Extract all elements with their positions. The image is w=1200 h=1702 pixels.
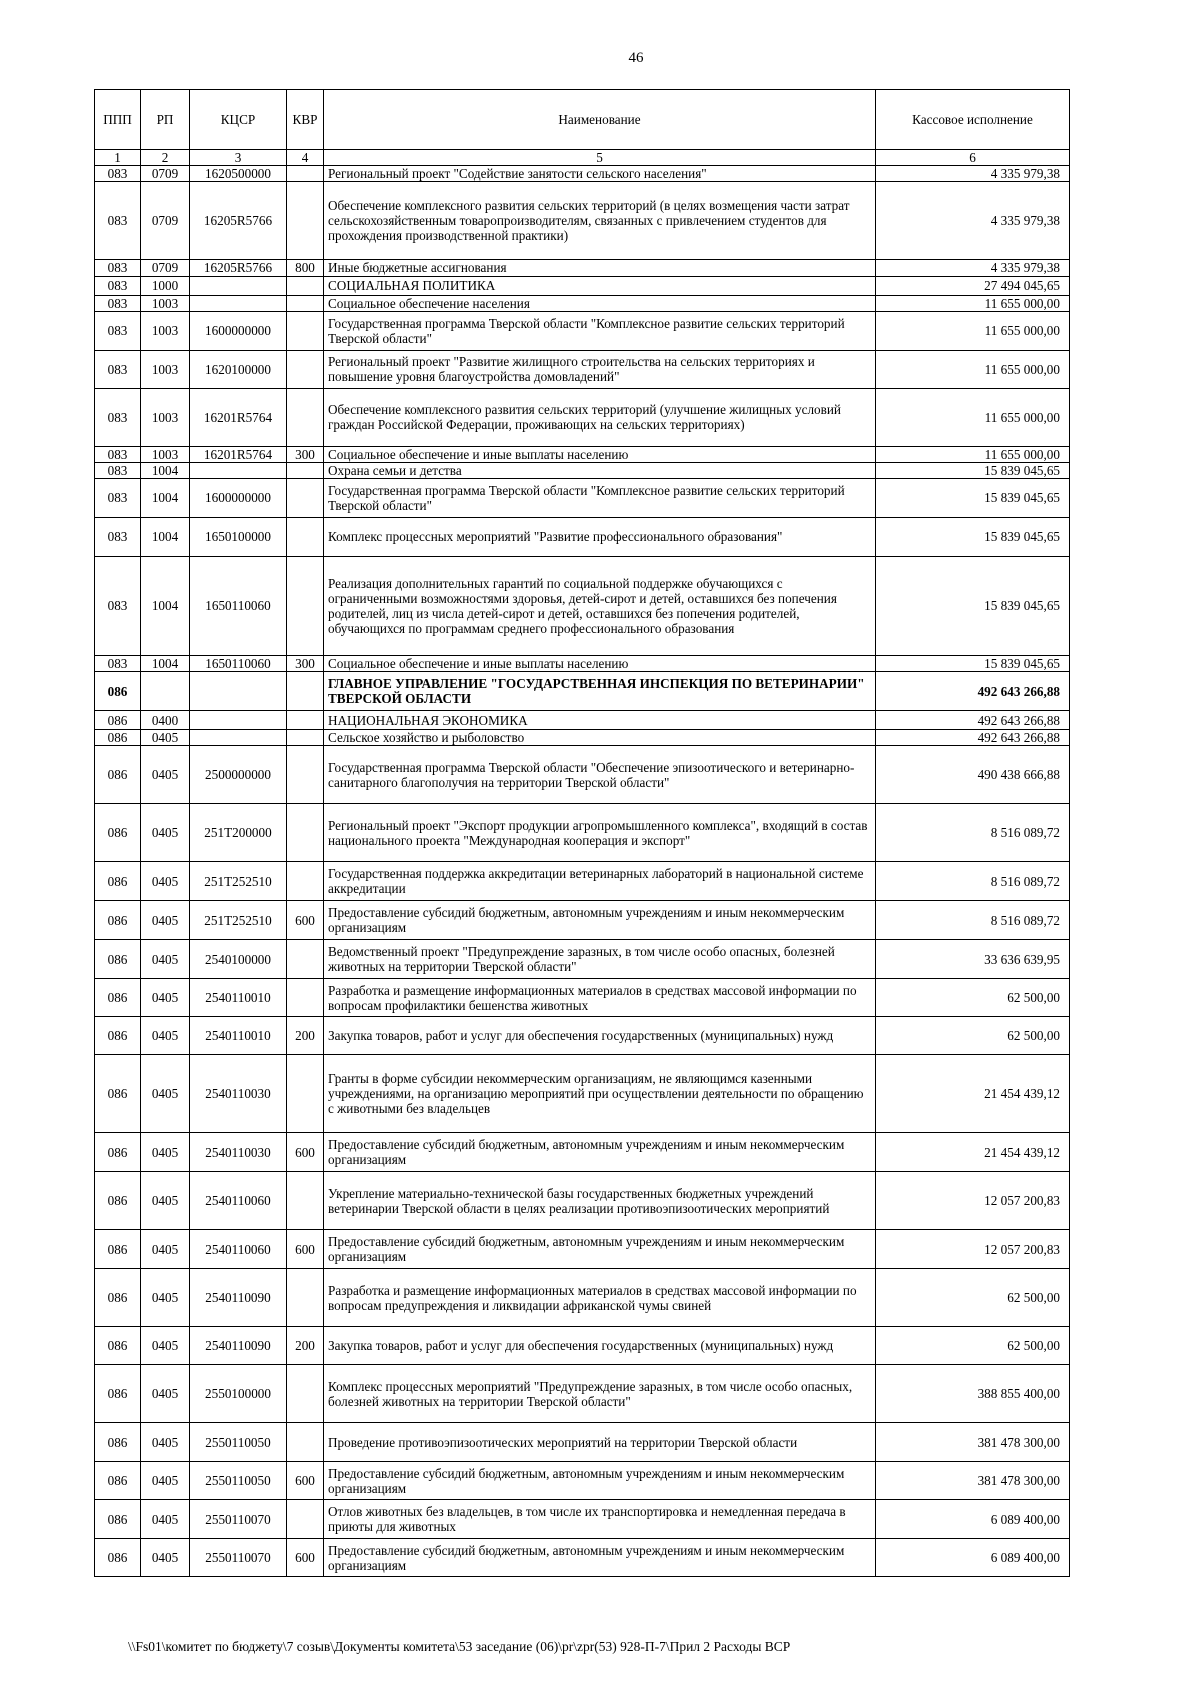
cell-name: Реализация дополнительных гарантий по социальной поддержке обучающихся с ограниченными возможностями здоровья, детей-сирот и детей, оставшихся без попечения родителей, лиц из числа детей-сирот и детей, оставшихся без попечения родителей, обучающихся по программам среднего профессионального образования	[324, 557, 876, 656]
cell-rp: 1004	[141, 557, 190, 656]
cell-name: Иные бюджетные ассигнования	[324, 260, 876, 276]
table-row	[95, 1423, 1070, 1462]
cell-ppp: 083	[95, 446, 141, 462]
cell-amount: 21 454 439,12	[876, 1055, 1070, 1133]
cell-kvr	[287, 1055, 324, 1133]
cell-name: Государственная программа Тверской области "Комплексное развитие сельских территорий Тверской области"	[324, 311, 876, 350]
table-row	[95, 260, 1070, 276]
cell-ppp: 086	[95, 804, 141, 862]
cell-kcsr: 1650110060	[190, 557, 287, 656]
cell-rp: 0405	[141, 1423, 190, 1462]
cell-kcsr: 2540100000	[190, 940, 287, 979]
cell-rp: 0709	[141, 182, 190, 260]
cell-kvr: 600	[287, 1230, 324, 1269]
cell-name: СОЦИАЛЬНАЯ ПОЛИТИКА	[324, 276, 876, 295]
cell-kvr: 800	[287, 260, 324, 276]
cell-kcsr	[190, 462, 287, 478]
cell-ppp: 086	[95, 940, 141, 979]
table-row	[95, 1327, 1070, 1365]
header-name: Наименование	[324, 90, 876, 150]
cell-amount: 11 655 000,00	[876, 295, 1070, 311]
table-row	[95, 182, 1070, 260]
table-row	[95, 462, 1070, 478]
cell-kvr: 200	[287, 1017, 324, 1055]
cell-kcsr: 2540110090	[190, 1327, 287, 1365]
table-row	[95, 1017, 1070, 1055]
table-row	[95, 1269, 1070, 1327]
cell-ppp: 086	[95, 1365, 141, 1423]
cell-rp: 0405	[141, 804, 190, 862]
cell-name: Проведение противоэпизоотических мероприятий на территории Тверской области	[324, 1423, 876, 1462]
cell-kcsr	[190, 730, 287, 746]
cell-name: Государственная программа Тверской области "Обеспечение эпизоотического и ветеринарно-санитарного благополучия на территории Тверской области"	[324, 746, 876, 804]
column-number: 4	[287, 150, 324, 166]
cell-kvr	[287, 804, 324, 862]
column-number-row	[95, 150, 1070, 166]
cell-ppp: 086	[95, 1327, 141, 1365]
table-row	[95, 804, 1070, 862]
cell-ppp: 086	[95, 1230, 141, 1269]
cell-rp: 0405	[141, 940, 190, 979]
cell-kcsr: 2540110030	[190, 1133, 287, 1172]
table-row	[95, 862, 1070, 901]
cell-kvr: 600	[287, 1539, 324, 1577]
cell-name: Укрепление материально-технической базы государственных бюджетных учреждений ветеринарии Тверской области в целях реализации противоэпизоотических мероприятий	[324, 1172, 876, 1230]
cell-kvr	[287, 311, 324, 350]
cell-ppp: 086	[95, 1539, 141, 1577]
table-row	[95, 276, 1070, 295]
cell-rp: 1003	[141, 311, 190, 350]
table-row	[95, 350, 1070, 388]
cell-name: Комплекс процессных мероприятий "Развитие профессионального образования"	[324, 518, 876, 557]
cell-kcsr: 251T252510	[190, 901, 287, 940]
table-row	[95, 446, 1070, 462]
cell-kvr	[287, 479, 324, 518]
cell-rp: 0405	[141, 730, 190, 746]
cell-name: Закупка товаров, работ и услуг для обеспечения государственных (муниципальных) нужд	[324, 1017, 876, 1055]
cell-rp: 0405	[141, 1500, 190, 1539]
cell-kcsr: 2540110060	[190, 1230, 287, 1269]
cell-amount: 381 478 300,00	[876, 1462, 1070, 1500]
cell-amount: 62 500,00	[876, 979, 1070, 1017]
cell-kcsr: 2500000000	[190, 746, 287, 804]
cell-kcsr: 16201R5764	[190, 388, 287, 446]
column-number: 2	[141, 150, 190, 166]
cell-kcsr: 16205R5766	[190, 182, 287, 260]
cell-kcsr: 2550110070	[190, 1539, 287, 1577]
table-row	[95, 1365, 1070, 1423]
cell-amount: 4 335 979,38	[876, 260, 1070, 276]
cell-kcsr: 2550100000	[190, 1365, 287, 1423]
cell-kcsr: 2540110060	[190, 1172, 287, 1230]
cell-amount: 6 089 400,00	[876, 1500, 1070, 1539]
cell-kcsr: 1600000000	[190, 311, 287, 350]
table-row	[95, 746, 1070, 804]
cell-name: Отлов животных без владельцев, в том числе их транспортировка и немедленная передача в приюты для животных	[324, 1500, 876, 1539]
table-row	[95, 656, 1070, 672]
cell-ppp: 086	[95, 1269, 141, 1327]
table-row	[95, 1500, 1070, 1539]
cell-amount: 8 516 089,72	[876, 901, 1070, 940]
cell-amount: 490 438 666,88	[876, 746, 1070, 804]
cell-ppp: 083	[95, 166, 141, 182]
cell-name: Комплекс процессных мероприятий "Предупреждение заразных, в том числе особо опасных, болезней животных на территории Тверской области"	[324, 1365, 876, 1423]
cell-name: Государственная программа Тверской области "Комплексное развитие сельских территорий Тверской области"	[324, 479, 876, 518]
table-row	[95, 1055, 1070, 1133]
cell-kvr	[287, 166, 324, 182]
cell-ppp: 086	[95, 1500, 141, 1539]
cell-name: Предоставление субсидий бюджетным, автономным учреждениям и иным некоммерческим организациям	[324, 1133, 876, 1172]
cell-amount: 62 500,00	[876, 1017, 1070, 1055]
cell-rp: 0709	[141, 166, 190, 182]
cell-ppp: 086	[95, 979, 141, 1017]
cell-rp: 1004	[141, 656, 190, 672]
cell-name: Социальное обеспечение населения	[324, 295, 876, 311]
cell-kvr	[287, 557, 324, 656]
cell-kvr	[287, 730, 324, 746]
cell-name: Обеспечение комплексного развития сельских территорий (в целях возмещения части затрат сельскохозяйственным товаропроизводителям, связанных с привлечением студентов для прохождения производственной практики)	[324, 182, 876, 260]
table-body	[95, 166, 1070, 1577]
table-row	[95, 557, 1070, 656]
cell-name: Охрана семьи и детства	[324, 462, 876, 478]
cell-amount: 15 839 045,65	[876, 479, 1070, 518]
cell-ppp: 086	[95, 862, 141, 901]
cell-kcsr	[190, 295, 287, 311]
table-row	[95, 295, 1070, 311]
cell-name: Разработка и размещение информационных материалов в средствах массовой информации по вопросам предупреждения и ликвидации африканской чумы свиней	[324, 1269, 876, 1327]
cell-name: Предоставление субсидий бюджетным, автономным учреждениям и иным некоммерческим организациям	[324, 1539, 876, 1577]
cell-name: Региональный проект "Развитие жилищного строительства на сельских территориях и повышение уровня благоустройства домовладений"	[324, 350, 876, 388]
cell-amount: 12 057 200,83	[876, 1230, 1070, 1269]
cell-ppp: 083	[95, 276, 141, 295]
table-row	[95, 311, 1070, 350]
cell-amount: 6 089 400,00	[876, 1539, 1070, 1577]
cell-ppp: 086	[95, 1133, 141, 1172]
table-row	[95, 672, 1070, 711]
cell-amount: 21 454 439,12	[876, 1133, 1070, 1172]
cell-amount: 11 655 000,00	[876, 388, 1070, 446]
cell-kcsr	[190, 711, 287, 730]
cell-kcsr: 16201R5764	[190, 446, 287, 462]
cell-amount: 8 516 089,72	[876, 804, 1070, 862]
cell-name: Социальное обеспечение и иные выплаты населению	[324, 446, 876, 462]
cell-amount: 492 643 266,88	[876, 711, 1070, 730]
page-number: 46	[628, 50, 644, 66]
cell-rp: 1003	[141, 388, 190, 446]
cell-kcsr: 2540110010	[190, 1017, 287, 1055]
cell-rp: 0405	[141, 901, 190, 940]
cell-ppp: 086	[95, 901, 141, 940]
cell-kvr: 600	[287, 1133, 324, 1172]
cell-name: Разработка и размещение информационных материалов в средствах массовой информации по вопросам профилактики бешенства животных	[324, 979, 876, 1017]
cell-rp: 0405	[141, 1230, 190, 1269]
table-row	[95, 711, 1070, 730]
table-row	[95, 166, 1070, 182]
cell-kcsr: 2550110050	[190, 1462, 287, 1500]
cell-amount: 33 636 639,95	[876, 940, 1070, 979]
cell-rp: 1003	[141, 446, 190, 462]
cell-rp: 0405	[141, 1365, 190, 1423]
cell-ppp: 086	[95, 672, 141, 711]
cell-ppp: 083	[95, 295, 141, 311]
cell-ppp: 086	[95, 1017, 141, 1055]
cell-rp: 1004	[141, 518, 190, 557]
cell-amount: 388 855 400,00	[876, 1365, 1070, 1423]
cell-kcsr: 1650100000	[190, 518, 287, 557]
cell-kcsr	[190, 276, 287, 295]
cell-ppp: 083	[95, 479, 141, 518]
cell-rp: 0405	[141, 979, 190, 1017]
cell-kvr	[287, 388, 324, 446]
cell-kvr	[287, 862, 324, 901]
cell-ppp: 083	[95, 260, 141, 276]
table-row	[95, 518, 1070, 557]
cell-name: Социальное обеспечение и иные выплаты населению	[324, 656, 876, 672]
cell-kvr	[287, 462, 324, 478]
cell-rp: 1003	[141, 295, 190, 311]
cell-name: Государственная поддержка аккредитации ветеринарных лабораторий в национальной системе аккредитации	[324, 862, 876, 901]
table-row	[95, 1539, 1070, 1577]
cell-name: НАЦИОНАЛЬНАЯ ЭКОНОМИКА	[324, 711, 876, 730]
header-amount: Кассовое исполнение	[876, 90, 1070, 150]
cell-rp: 0405	[141, 746, 190, 804]
cell-kcsr	[190, 672, 287, 711]
cell-kvr	[287, 1365, 324, 1423]
cell-kvr	[287, 1423, 324, 1462]
cell-kcsr: 1620500000	[190, 166, 287, 182]
cell-kvr	[287, 979, 324, 1017]
cell-kvr	[287, 746, 324, 804]
cell-ppp: 083	[95, 311, 141, 350]
table-row	[95, 979, 1070, 1017]
cell-rp: 0405	[141, 862, 190, 901]
cell-name: Закупка товаров, работ и услуг для обеспечения государственных (муниципальных) нужд	[324, 1327, 876, 1365]
table-row	[95, 901, 1070, 940]
cell-kvr: 300	[287, 656, 324, 672]
cell-ppp: 083	[95, 388, 141, 446]
cell-amount: 8 516 089,72	[876, 862, 1070, 901]
cell-amount: 4 335 979,38	[876, 182, 1070, 260]
cell-kvr: 300	[287, 446, 324, 462]
cell-kvr	[287, 350, 324, 388]
cell-name: Обеспечение комплексного развития сельских территорий (улучшение жилищных условий граждан Российской Федерации, проживающих на сельских территориях)	[324, 388, 876, 446]
table-row	[95, 940, 1070, 979]
cell-ppp: 083	[95, 350, 141, 388]
column-number: 6	[876, 150, 1070, 166]
cell-ppp: 083	[95, 518, 141, 557]
cell-amount: 492 643 266,88	[876, 672, 1070, 711]
cell-amount: 4 335 979,38	[876, 166, 1070, 182]
cell-rp: 1000	[141, 276, 190, 295]
column-number: 5	[324, 150, 876, 166]
cell-amount: 27 494 045,65	[876, 276, 1070, 295]
cell-kvr	[287, 1269, 324, 1327]
cell-amount: 15 839 045,65	[876, 557, 1070, 656]
cell-amount: 492 643 266,88	[876, 730, 1070, 746]
column-number: 1	[95, 150, 141, 166]
cell-kvr: 600	[287, 901, 324, 940]
cell-rp	[141, 672, 190, 711]
cell-kcsr: 2540110030	[190, 1055, 287, 1133]
cell-amount: 381 478 300,00	[876, 1423, 1070, 1462]
cell-name: Предоставление субсидий бюджетным, автономным учреждениям и иным некоммерческим организациям	[324, 1230, 876, 1269]
cell-ppp: 086	[95, 1172, 141, 1230]
cell-rp: 1004	[141, 479, 190, 518]
footer-file-path: \\Fs01\комитет по бюджету\7 созыв\Документы комитета\53 заседание (06)\pr\zpr(53) 928-П-7\Прил 2 Расходы ВСР	[128, 1639, 791, 1654]
cell-kcsr: 251T252510	[190, 862, 287, 901]
cell-ppp: 083	[95, 462, 141, 478]
cell-kcsr: 2550110050	[190, 1423, 287, 1462]
cell-amount: 11 655 000,00	[876, 350, 1070, 388]
header-rp: РП	[141, 90, 190, 150]
table-row	[95, 730, 1070, 746]
cell-ppp: 083	[95, 557, 141, 656]
cell-kvr	[287, 295, 324, 311]
cell-kcsr: 16205R5766	[190, 260, 287, 276]
cell-kvr	[287, 711, 324, 730]
header-ppp: ППП	[95, 90, 141, 150]
cell-kvr: 200	[287, 1327, 324, 1365]
cell-kvr	[287, 940, 324, 979]
cell-ppp: 086	[95, 730, 141, 746]
cell-ppp: 086	[95, 711, 141, 730]
cell-rp: 0405	[141, 1327, 190, 1365]
header-kcsr: КЦСР	[190, 90, 287, 150]
header-row	[95, 90, 1070, 150]
cell-amount: 15 839 045,65	[876, 462, 1070, 478]
cell-name: Ведомственный проект "Предупреждение заразных, в том числе особо опасных, болезней животных на территории Тверской области"	[324, 940, 876, 979]
cell-ppp: 083	[95, 656, 141, 672]
cell-rp: 0400	[141, 711, 190, 730]
cell-kvr	[287, 518, 324, 557]
cell-ppp: 086	[95, 1423, 141, 1462]
table-row	[95, 1133, 1070, 1172]
cell-kcsr: 2540110010	[190, 979, 287, 1017]
cell-ppp: 086	[95, 1462, 141, 1500]
cell-kcsr: 2550110070	[190, 1500, 287, 1539]
cell-rp: 1004	[141, 462, 190, 478]
cell-rp: 0405	[141, 1269, 190, 1327]
cell-amount: 12 057 200,83	[876, 1172, 1070, 1230]
cell-kcsr: 2540110090	[190, 1269, 287, 1327]
cell-kcsr: 1600000000	[190, 479, 287, 518]
cell-ppp: 083	[95, 182, 141, 260]
cell-amount: 11 655 000,00	[876, 446, 1070, 462]
cell-amount: 62 500,00	[876, 1327, 1070, 1365]
cell-rp: 1003	[141, 350, 190, 388]
cell-kcsr: 251T200000	[190, 804, 287, 862]
cell-amount: 15 839 045,65	[876, 518, 1070, 557]
table-row	[95, 479, 1070, 518]
cell-rp: 0405	[141, 1055, 190, 1133]
column-number: 3	[190, 150, 287, 166]
cell-name: Региональный проект "Экспорт продукции агропромышленного комплекса", входящий в состав национального проекта "Международная кооперация и экспорт"	[324, 804, 876, 862]
cell-name: Сельское хозяйство и рыболовство	[324, 730, 876, 746]
cell-name: Региональный проект "Содействие занятости сельского населения"	[324, 166, 876, 182]
cell-kcsr: 1620100000	[190, 350, 287, 388]
cell-rp: 0405	[141, 1017, 190, 1055]
cell-rp: 0709	[141, 260, 190, 276]
cell-ppp: 086	[95, 746, 141, 804]
cell-kvr: 600	[287, 1462, 324, 1500]
cell-rp: 0405	[141, 1539, 190, 1577]
cell-name: Предоставление субсидий бюджетным, автономным учреждениям и иным некоммерческим организациям	[324, 901, 876, 940]
cell-kvr	[287, 1500, 324, 1539]
cell-kvr	[287, 672, 324, 711]
table-row	[95, 1172, 1070, 1230]
cell-amount: 15 839 045,65	[876, 656, 1070, 672]
cell-name: Гранты в форме субсидии некоммерческим организациям, не являющимся казенными учреждениями, на организацию мероприятий при осуществлении деятельности по обращению с животными без владельцев	[324, 1055, 876, 1133]
cell-rp: 0405	[141, 1462, 190, 1500]
cell-kvr	[287, 182, 324, 260]
cell-ppp: 086	[95, 1055, 141, 1133]
budget-table	[94, 89, 1070, 1577]
cell-rp: 0405	[141, 1172, 190, 1230]
cell-name: Предоставление субсидий бюджетным, автономным учреждениям и иным некоммерческим организациям	[324, 1462, 876, 1500]
cell-rp: 0405	[141, 1133, 190, 1172]
cell-amount: 62 500,00	[876, 1269, 1070, 1327]
header-kvr: КВР	[287, 90, 324, 150]
table-row	[95, 1230, 1070, 1269]
cell-kcsr: 1650110060	[190, 656, 287, 672]
cell-name: ГЛАВНОЕ УПРАВЛЕНИЕ "ГОСУДАРСТВЕННАЯ ИНСПЕКЦИЯ ПО ВЕТЕРИНАРИИ" ТВЕРСКОЙ ОБЛАСТИ	[324, 672, 876, 711]
table-row	[95, 1462, 1070, 1500]
cell-kvr	[287, 276, 324, 295]
cell-amount: 11 655 000,00	[876, 311, 1070, 350]
cell-kvr	[287, 1172, 324, 1230]
table-row	[95, 388, 1070, 446]
